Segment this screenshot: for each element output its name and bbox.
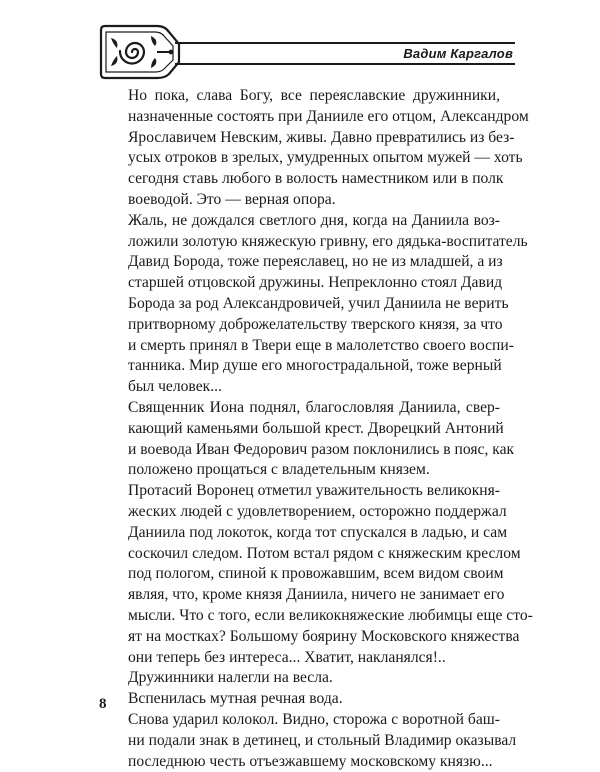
text-line: танника. Мир душе его многострадальной, тоже верный — [100, 356, 500, 377]
text-line: жеских людей с удовлетворением, осторожно поддержал — [100, 502, 500, 523]
paragraph — [100, 689, 500, 710]
paragraph — [100, 398, 500, 481]
text-line: был человек... — [100, 377, 500, 398]
text-line: притворному доброжелательству тверского князя, за что — [100, 315, 500, 336]
text-line: Протасий Воронец отметил уважительность великокня- — [100, 481, 500, 502]
text-line: усых отроков в зрелых, умудренных опытом мужей — хоть — [100, 148, 500, 169]
text-line: являя, что, кроме князя Даниила, ничего не занимает его — [100, 585, 500, 606]
running-header — [95, 22, 515, 82]
paragraph — [100, 211, 500, 398]
text-line: сегодня ставь любого в волость наместником или в полк — [100, 169, 500, 190]
text-line: Дружинники налегли на весла. — [100, 668, 500, 689]
text-line: последнюю честь отъезжавшему московскому князю... — [100, 752, 500, 772]
text-line: назначенные состоять при Данииле его отцом, Александром — [100, 107, 500, 128]
running-header-author: Вадим Каргалов — [403, 44, 513, 63]
text-line: и смерть принял в Твери еще в малолетство своего воспи- — [100, 336, 500, 357]
text-line: ни подали знак в детинец, и стольный Владимир оказывал — [100, 731, 500, 752]
text-line: Давид Борода, тоже переяславец, но не из младшей, а из — [100, 252, 500, 273]
text-line: положено прощаться с владетельным князем. — [100, 460, 500, 481]
text-line: старшей отцовской дружины. Непреклонно стоял Давид — [100, 273, 500, 294]
paragraph — [100, 668, 500, 689]
text-line: ят на мостках? Большому боярину Московского княжества — [100, 627, 500, 648]
text-line: Даниила под локоток, когда тот спускался в ладью, и сам — [100, 523, 500, 544]
paragraph — [100, 86, 500, 211]
text-line: соскочил следом. Потом встал рядом с княжеским креслом — [100, 544, 500, 565]
text-line: Священник Иона поднял, благословляя Даниила, свер- — [100, 398, 500, 419]
text-line: Борода за род Александровичей, учил Даниила не верить — [100, 294, 500, 315]
text-line: кающий каменьями большой крест. Дворецкий Антоний — [100, 419, 500, 440]
text-line: Но пока, слава Богу, все переяславские дружинники, — [100, 86, 500, 107]
text-line: Ярославичем Невским, живы. Давно превратились из без- — [100, 128, 500, 149]
text-line: воеводой. Это — верная опора. — [100, 190, 500, 211]
paragraph — [100, 710, 500, 772]
text-line: под пологом, спиной к провожавшим, всем видом своим — [100, 564, 500, 585]
text-line: они теперь без интереса... Хватит, накланялся!.. — [100, 648, 500, 669]
page-number: 8 — [99, 696, 107, 713]
text-line: ложили золотую княжескую гривну, его дядька-воспитатель — [100, 232, 500, 253]
body-text — [100, 86, 500, 772]
text-line: мысли. Что с того, если великокняжеские любимцы еще сто- — [100, 606, 500, 627]
text-line: Снова ударил колокол. Видно, сторожа с воротной баш- — [100, 710, 500, 731]
text-line: Вспенилась мутная речная вода. — [100, 689, 500, 710]
ornament-icon — [95, 22, 185, 82]
text-line: Жаль, не дождался светлого дня, когда на Даниила воз- — [100, 211, 500, 232]
paragraph — [100, 481, 500, 668]
text-line: и воевода Иван Федорович разом поклонились в пояс, как — [100, 440, 500, 461]
header-rule-bottom — [175, 63, 515, 65]
